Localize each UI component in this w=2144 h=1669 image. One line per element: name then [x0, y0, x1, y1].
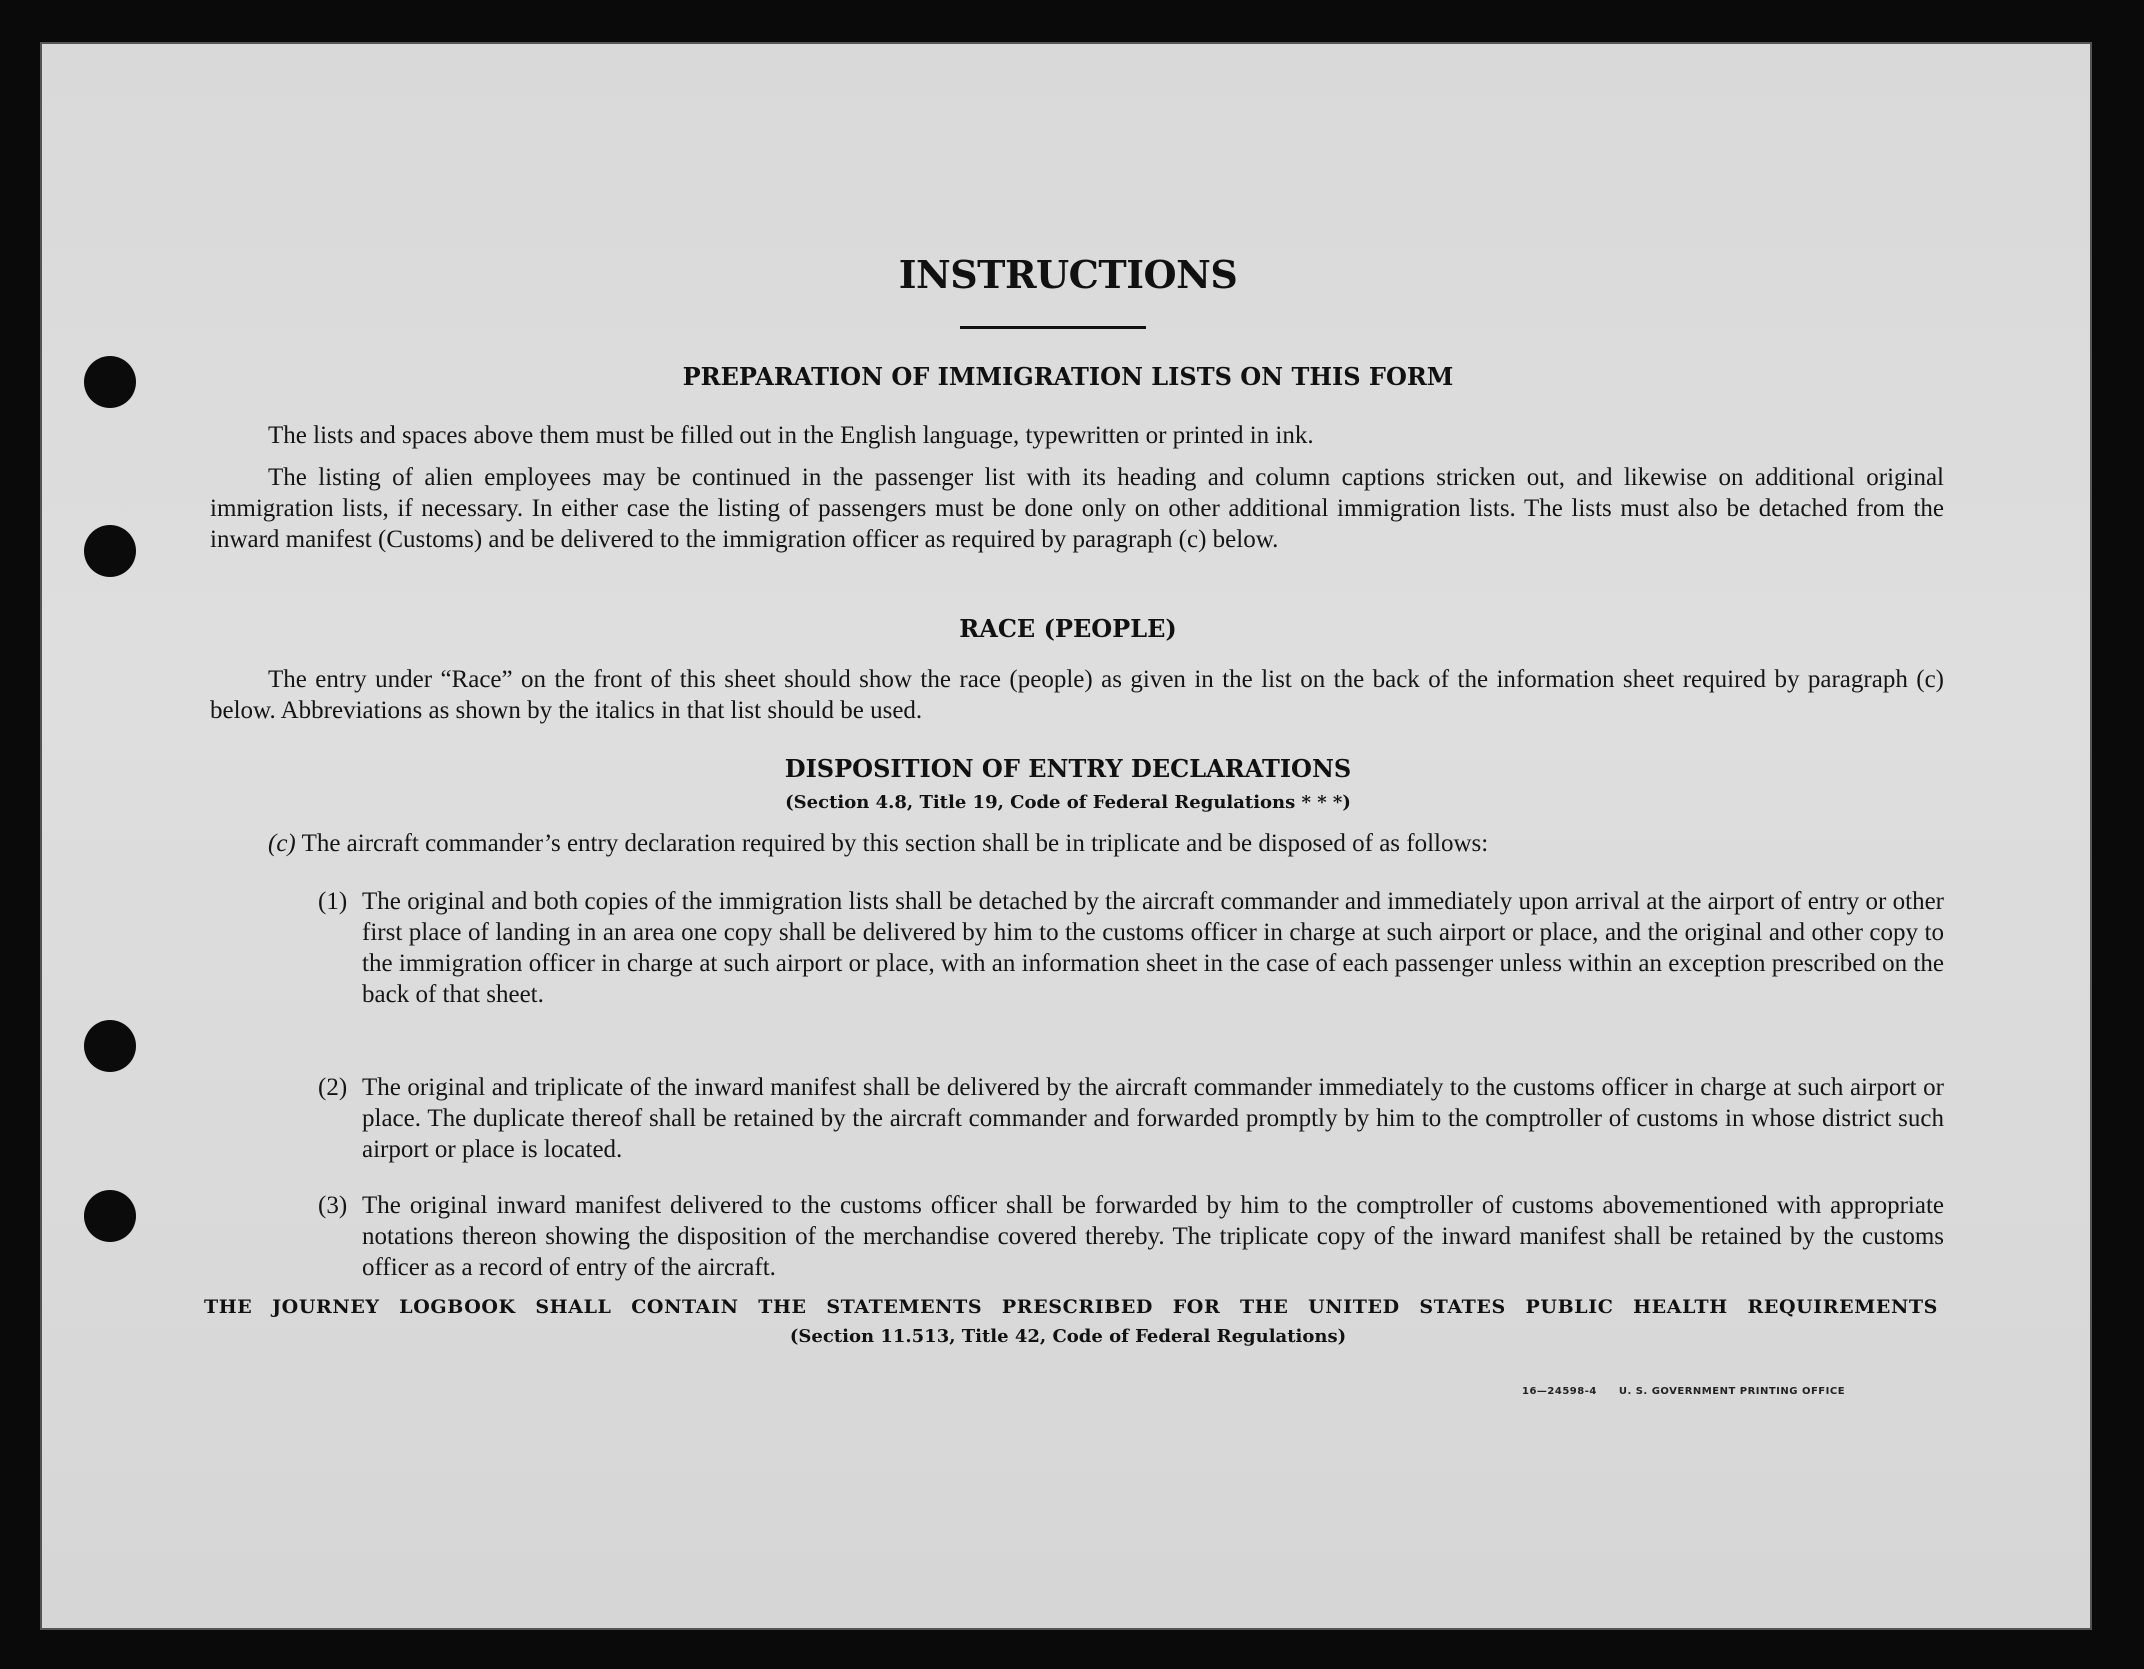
printer-name: U. S. GOVERNMENT PRINTING OFFICE [1618, 1386, 1846, 1397]
item-text: The original and both copies of the immigration lists shall be detached by the aircraft commander and immediately upon arrival at the airport of entry or other first place of landing in an area one copy shall be delivered by him to the customs officer in charge at such airport or place, and the original and other copy to the immigration officer in charge at such airport or place, with an information sheet in the case of each passenger unless within an exception prescribed on the back of that sheet. [362, 888, 1944, 1008]
logbook-subreference: (Section 11.513, Title 42, Code of Federal Regulations) [789, 1326, 1347, 1347]
item-number: (3) [318, 1192, 348, 1219]
bleed-through-text [602, 114, 614, 154]
title-underline [960, 326, 1146, 329]
page-title: INSTRUCTIONS [898, 252, 1238, 297]
disposition-item [318, 1190, 1944, 1283]
form-number: 16—24598-4 [1522, 1386, 1597, 1397]
item-text: The original and triplicate of the inward manifest shall be delivered by the aircraft commander immediately to the customs officer in charge at such airport or place. The duplicate thereof shall be retained by the aircraft commander and forwarded promptly by him to the comptroller of customs in whose district such airport or place is located. [362, 1074, 1944, 1163]
disposition-intro-text: The aircraft commander’s entry declaration required by this section shall be in triplicate and be disposed of as follows: [301, 830, 1489, 857]
preparation-paragraph-1: The lists and spaces above them must be filled out in the English language, typewritten or printed in ink. [268, 422, 1314, 449]
disposition-item [318, 1072, 1944, 1165]
document-page [40, 42, 2092, 1630]
item-text: The original inward manifest delivered to the customs officer shall be forwarded by him to the comptroller of customs abovementioned with appropriate notations thereon showing the disposition of the merchandise covered thereby. The triplicate copy of the inward manifest shall be retained by the customs officer as a record of entry of the aircraft. [362, 1192, 1944, 1281]
disposition-item [318, 886, 1944, 1010]
race-paragraph-text: The entry under “Race” on the front of this sheet should show the race (people) as given in the list on the back of the information sheet required by paragraph (c) below. Abbreviations as shown by the italics in that list should be used. [210, 666, 1944, 724]
item-number: (2) [318, 1074, 348, 1101]
disposition-subreference: (Section 4.8, Title 19, Code of Federal Regulations * * *) [785, 792, 1351, 813]
section-heading-preparation: PREPARATION OF IMMIGRATION LISTS ON THIS FORM [682, 362, 1454, 391]
logbook-statement: THE JOURNEY LOGBOOK SHALL CONTAIN THE STATEMENTS PRESCRIBED FOR THE UNITED STATES PUBLIC HEALTH REQUIREMENTS [204, 1296, 1938, 1318]
item-number: (1) [318, 888, 348, 915]
disposition-intro [268, 828, 1968, 859]
section-heading-race: RACE (PEOPLE) [959, 614, 1177, 643]
punch-hole [84, 1020, 136, 1072]
disposition-intro-label: (c) [268, 830, 296, 857]
punch-hole [84, 525, 136, 577]
preparation-paragraph-2 [210, 462, 1944, 555]
printer-imprint [1522, 1386, 1867, 1397]
race-paragraph [210, 664, 1944, 726]
preparation-paragraph-2-text: The listing of alien employees may be continued in the passenger list with its heading and column captions stricken out, and likewise on additional original immigration lists, if necessary. In either case the listing of passengers must be done only on other additional immigration lists. The lists must also be detached from the inward manifest (Customs) and be delivered to the immigration officer as required by paragraph (c) below. [210, 464, 1944, 553]
punch-hole [84, 1190, 136, 1242]
section-heading-disposition: DISPOSITION OF ENTRY DECLARATIONS [784, 754, 1352, 783]
